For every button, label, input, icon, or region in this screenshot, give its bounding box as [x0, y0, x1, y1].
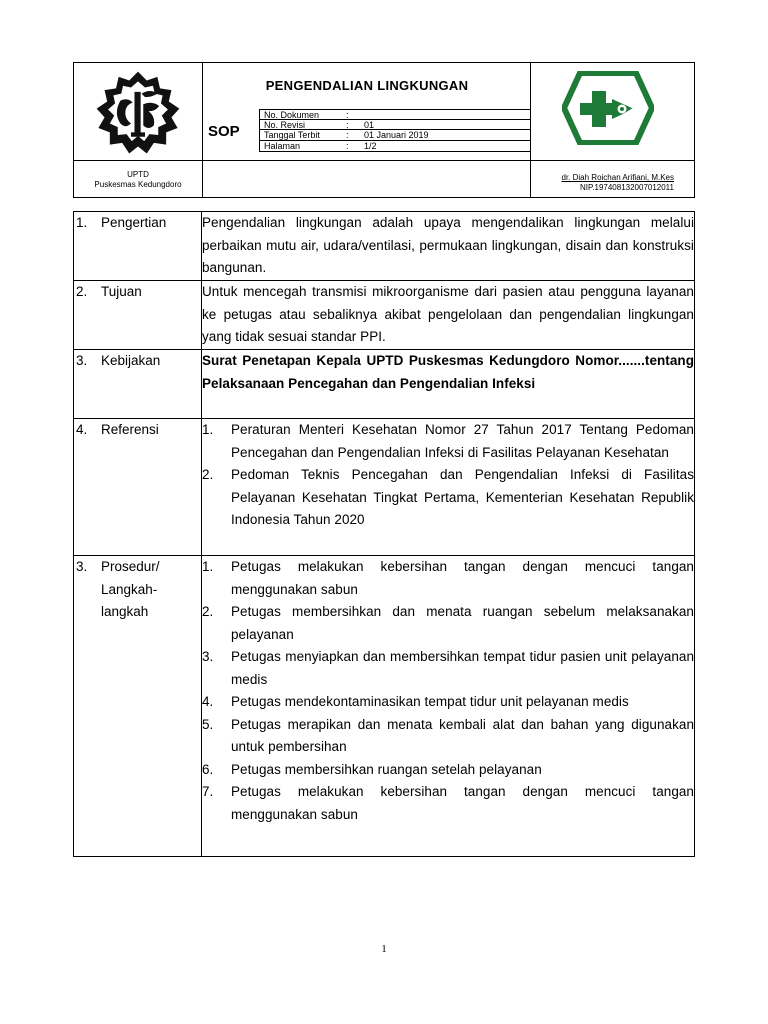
list-item-number: 7. [202, 784, 214, 799]
list-item-text: Peraturan Menteri Kesehatan Nomor 27 Tahun 2017 Tentang Pedoman Pencegahan dan Pengendalian Infeksi di Fasilitas Pelayanan Kesehatan [231, 422, 694, 460]
table-row [74, 212, 695, 281]
purpose-text: Untuk mencegah transmisi mikroorganisme dari pasien atau pengguna layanan ke petugas atau sebaliknya akibat pengelolaan dan pengendalian lingkungan yang tidak sesuai standar PPI. [202, 281, 695, 350]
section-label: Tujuan [101, 284, 142, 299]
section-label: Langkah- [101, 581, 158, 597]
list-item-number: 3. [202, 649, 214, 664]
doc-info-bottom-line [259, 151, 530, 152]
definition-text: Pengendalian lingkungan adalah upaya mengendalikan lingkungan melalui perbaikan mutu air, udara/ventilasi, permukaan lingkungan, disain dan konstruksi bangunan. [202, 212, 695, 281]
section-label: Kebijakan [101, 353, 161, 368]
page-number: 1 [381, 943, 387, 955]
table-row [74, 350, 695, 419]
issue-date-sep: : [346, 130, 349, 140]
list-item-text: Petugas membersihkan ruangan setelah pelayanan [231, 761, 542, 777]
table-row [74, 419, 695, 556]
list-item [202, 601, 694, 646]
section-label-cell [74, 419, 202, 556]
section-label: Prosedur/ [101, 559, 160, 574]
reference-cell [202, 419, 695, 556]
list-item-number: 1. [202, 422, 214, 437]
org-name-line2: Puskesmas Kedungdoro [94, 180, 182, 189]
list-item-text: Petugas membersihkan dan menata ruangan sebelum melaksanakan pelayanan [231, 604, 694, 642]
section-label-cell [74, 350, 202, 419]
procedure-list [202, 556, 694, 826]
doc-info-left-line [259, 109, 260, 151]
reference-list [202, 419, 694, 532]
section-number: 3. [76, 559, 88, 574]
list-item [202, 781, 694, 826]
signer-name: dr. Diah Roichan Arifiani, M.Kes [561, 173, 674, 182]
list-item-number: 4. [202, 694, 214, 709]
section-label: Pengertian [101, 215, 167, 230]
table-row [74, 556, 695, 857]
org-name-line1: UPTD [127, 170, 149, 179]
city-emblem-logo [94, 69, 182, 157]
list-item-text: Petugas menyiapkan dan membersihkan tempat tidur pasien unit pelayanan medis [231, 649, 694, 687]
list-item [202, 419, 694, 464]
sop-content-table [73, 211, 695, 857]
doc-number-label: No. Dokumen [264, 110, 320, 120]
section-label: Referensi [101, 422, 159, 437]
sop-label: SOP [208, 123, 240, 140]
issue-date-label: Tanggal Terbit [264, 130, 320, 140]
signer-nip: NIP.197408132007012011 [579, 183, 674, 192]
list-item-text: Petugas merapikan dan menata kembali alat dan bahan yang digunakan untuk pembersihan [231, 716, 694, 754]
section-number: 1. [76, 215, 88, 230]
list-item [202, 556, 694, 601]
puskesmas-logo [562, 71, 654, 145]
page-sep: : [346, 141, 349, 151]
page-label: Halaman [264, 141, 301, 151]
section-number: 3. [76, 353, 88, 368]
list-item [202, 691, 694, 714]
list-item-number: 6. [202, 761, 214, 777]
list-item [202, 646, 694, 691]
revision-value: 01 [364, 120, 375, 130]
table-row [74, 281, 695, 350]
list-item [202, 714, 694, 759]
section-number: 2. [76, 284, 88, 299]
list-item-text: Petugas mendekontaminasikan tempat tidur unit pelayanan medis [231, 694, 629, 709]
list-item-number: 2. [202, 467, 214, 482]
list-item-text: Petugas melakukan kebersihan tangan dengan mencuci tangan menggunakan sabun [231, 784, 694, 822]
list-item-text: Petugas melakukan kebersihan tangan dengan mencuci tangan menggunakan sabun [231, 559, 694, 597]
list-item [202, 464, 694, 532]
section-label-cell [74, 212, 202, 281]
policy-text: Surat Penetapan Kepala UPTD Puskesmas Kedungdoro Nomor.......tentang Pelaksanaan Pencegahan dan Pengendalian Infeksi [202, 350, 695, 419]
list-item-number: 2. [202, 604, 214, 619]
doc-number-sep: : [346, 110, 349, 120]
sop-header [73, 62, 695, 198]
issue-date-value: 01 Januari 2019 [364, 130, 429, 140]
section-label-cell [74, 556, 202, 857]
section-label: langkah [101, 604, 149, 619]
revision-sep: : [346, 120, 349, 130]
page-value: 1/2 [364, 141, 377, 151]
list-item-text: Pedoman Teknis Pencegahan dan Pengendalian Infeksi di Fasilitas Pelayanan Kesehatan Tingkat Pertama, Kementerian Kesehatan Republik Indonesia Tahun 2020 [231, 467, 694, 527]
list-item [202, 759, 694, 782]
document-title: PENGENDALIAN LINGKUNGAN [265, 78, 469, 93]
section-label-cell [74, 281, 202, 350]
list-item-number: 1. [202, 559, 214, 574]
list-item-number: 5. [202, 716, 214, 732]
revision-label: No. Revisi [264, 120, 306, 130]
section-number: 4. [76, 422, 88, 437]
header-divider [74, 160, 695, 161]
procedure-cell [202, 556, 695, 857]
